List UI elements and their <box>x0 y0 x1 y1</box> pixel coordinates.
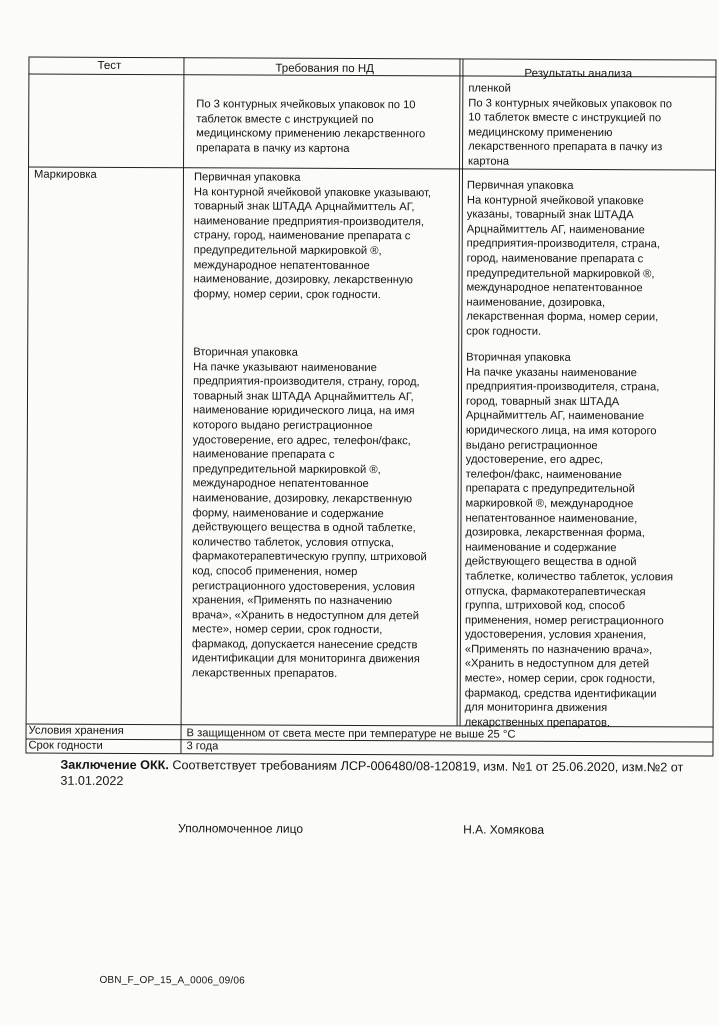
marking-test-label: Маркировка <box>33 168 97 181</box>
header-test: Тест <box>97 59 122 72</box>
marking-requirements-secondary: Вторичная упаковка На пачке указывают наименование предприятия-производителя, страну, город, товарный знак ШТАДА Арцнаймиттель АГ, наименование юридического лица, на имя которого выдано регистрационное удостоверение, его адрес, телефон/факс, наименование препарата с предупредительной маркировкой ®, международное непатентованное наименование, дозировку, лекарственную форму, наименование и содержание действующего вещества в одной таблетке, количество таблеток, условия отпуска, фармакотерапевтическую группу, штриховой код, способ применения, номер регистрационного удостоверения, условия хранения, «Применять по назначению врача», «Хранить в недоступном для детей месте», номер серии, срок годности, фармакод, допускается нанесение средств идентификации для мониторинга движения лекарственных препаратов. <box>191 346 427 680</box>
packaging-results: пленкой По 3 контурных ячейковых упаковок по 10 таблеток вместе с инструкцией по медицинскому применению лекарственного препарата в пачку из картона <box>468 82 673 168</box>
marking-results-primary: Первичная упаковка На контурной ячейковой упаковке указаны, товарный знак ШТАДА Арцнаймиттель АГ, наименование предприятия-производителя, страна, город, наименование препарата с предупредительной маркировкой ®, международное непатентованное наименование, дозировка, лекарственная форма, номер серии, срок годности. <box>466 179 661 338</box>
column-divider-1 <box>180 57 184 753</box>
table-right-border <box>712 60 716 756</box>
column-divider-2b <box>460 58 464 725</box>
document-code: OBN_F_OP_15_A_0006_09/06 <box>99 974 245 987</box>
header-requirements: Требования по НД <box>275 62 374 76</box>
conclusion-text: Соответствует требованиям ЛСР-006480/08-120819, изм. №1 от 25.06.2020, изм.№2 от 31.01.2022 <box>60 758 684 788</box>
conclusion-label: Заключение ОКК. <box>60 757 169 773</box>
storage-value: В защищенном от света месте при температуре не выше 25 °С <box>186 727 516 741</box>
storage-test-label: Условия хранения <box>28 724 124 737</box>
table-left-border <box>25 57 29 753</box>
marking-requirements-primary: Первичная упаковка На контурной ячейковой упаковке указывают, товарный знак ШТАДА Арцнаймиттель АГ, наименование предприятия-производителя, страну, город, наименование препарата с предупредительной маркировкой ®, международное непатентованное наименование, дозировку, лекарственную форму, номер серии, срок годности. <box>193 171 432 301</box>
shelf-life-test-label: Срок годности <box>28 739 103 752</box>
marking-results-secondary: Вторичная упаковка На пачке указаны наименование предприятия-производителя, страна, город, товарный знак ШТАДА Арцнаймиттель АГ, наименование юридического лица, на имя которого выдано регистрационное удостоверение, его адрес, телефон/факс, наименование препарата с предупредительной маркировкой ®, международное непатентованное наименование, дозировка, лекарственная форма, наименование и содержание действующего вещества в одной таблетке, количество таблеток, условия отпуска, фармакотерапевтическая группа, штриховой код, способ применения, номер регистрационного удостоверения, условия хранения, «Применять по назначению врача», «Хранить в недоступном для детей месте», номер серии, срок годности, фармакод, средства идентификации для мониторинга движения лекарственных препаратов. <box>464 351 674 729</box>
conclusion-paragraph <box>60 757 700 792</box>
table-bottom-border <box>25 753 713 757</box>
header-results: Результаты анализа <box>524 67 633 81</box>
shelf-life-value: 3 года <box>186 740 219 753</box>
table-top-border <box>28 57 716 61</box>
packaging-requirements: По 3 контурных ячейковых упаковок по 10 таблеток вместе с инструкцией по медицинскому применению лекарственного препарата в пачку из картона <box>196 98 426 155</box>
signature-name: Н.А. Хомякова <box>463 822 545 837</box>
signature-role: Уполномоченное лицо <box>178 821 304 836</box>
